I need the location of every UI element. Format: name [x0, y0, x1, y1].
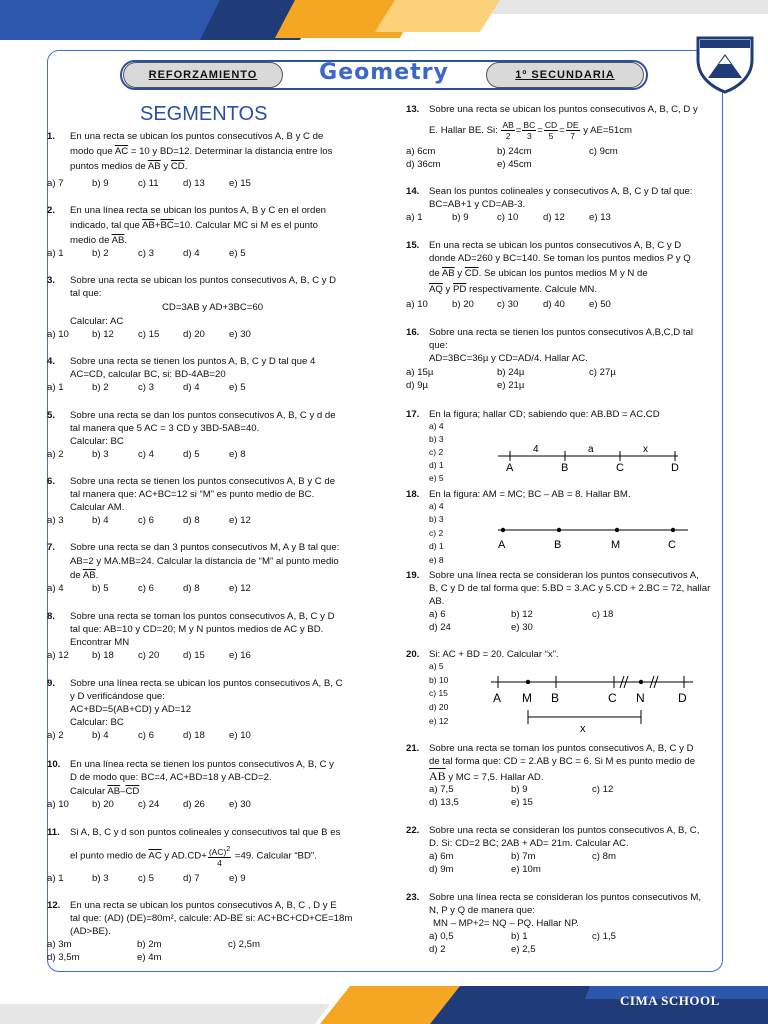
q17-number: 17.	[406, 409, 420, 420]
q13-option-a: a) 6cm	[406, 146, 436, 157]
q4-option-d: d) 4	[183, 382, 200, 393]
q12-text-2: tal que: (AD) (DE)=80m², calcule: AD-BE si: AC+BC+CD+CE=18m	[70, 913, 353, 924]
q7-option-b: b) 5	[92, 583, 109, 594]
q1-option-d: d) 13	[183, 178, 205, 189]
q13-option-e: e) 45cm	[497, 159, 532, 170]
q5-option-a: a) 2	[47, 449, 64, 460]
q19-option-e: e) 30	[511, 622, 533, 633]
q14-option-a: a) 1	[406, 212, 423, 223]
q19-option-c: c) 18	[592, 609, 614, 620]
q13-text: Sobre una recta se ubican los puntos consecutivos A, B, C, D y	[429, 104, 698, 115]
q20-point-n: N	[636, 691, 645, 705]
q2-option-c: c) 3	[138, 248, 154, 259]
top-decoration	[0, 0, 768, 45]
q18-point-b: B	[554, 539, 562, 551]
q7-number: 7.	[47, 542, 56, 553]
q18-point-a: A	[498, 539, 506, 551]
q23-text: Sobre una línea recta se consideran los puntos consecutivos M,	[429, 892, 701, 903]
q11-text: Si A, B, C y d son puntos colineales y consecutivos tal que B es	[70, 827, 341, 838]
q4-text: Sobre una recta se tienen los puntos A, B, C y D tal que 4	[70, 356, 316, 367]
q11-fraction: $\frac{(AC)^2}{4}$	[208, 845, 231, 868]
q13-fraction-1: $\frac{AB}{2}$	[502, 119, 514, 141]
q19-option-a: a) 6	[429, 609, 446, 620]
q12-number: 12.	[47, 900, 61, 911]
q11-option-b: b) 3	[92, 873, 109, 884]
q16-text-3: AD=3BC=36µ y CD=AD/4. Hallar AC.	[429, 353, 588, 364]
q16-option-a: a) 15µ	[406, 367, 434, 378]
q19-text-3: AB.	[429, 596, 445, 607]
q6-text: Sobre una recta se tienen los puntos consecutivos A, B y C de	[70, 476, 336, 487]
q10-option-a: a) 10	[47, 799, 69, 810]
q1-text-2: modo que $\overline{AC} = 10$ y BD=12. Determinar la distancia entre los	[70, 146, 333, 157]
q21-text-2: de tal forma que: CD = 2.AB y BC = 6. Si M es punto medio de	[429, 756, 696, 767]
q17-label-x: x	[643, 444, 648, 455]
q9-number: 9.	[47, 678, 56, 689]
q12-option-b: b) 2m	[137, 939, 162, 950]
q23-number: 23.	[406, 892, 420, 903]
q19-number: 19.	[406, 570, 420, 581]
q17-point-b: B	[561, 462, 569, 474]
q16-option-c: c) 27µ	[589, 367, 616, 378]
q5-text-3: Calcular: BC	[70, 436, 124, 447]
q9-option-e: e) 10	[229, 730, 251, 741]
q9-option-c: c) 6	[138, 730, 154, 741]
q17-option-a: a) 4	[429, 421, 444, 431]
q6-text-3: Calcular AM.	[70, 502, 125, 513]
q23-option-e: e) 2,5	[511, 944, 536, 955]
q17-label-a: a	[588, 444, 594, 455]
q8-option-a: a) 12	[47, 650, 69, 661]
q16-option-b: b) 24µ	[497, 367, 525, 378]
q17-option-b: b) 3	[429, 434, 444, 444]
q18-option-c: c) 2	[429, 528, 444, 538]
q9-option-b: b) 4	[92, 730, 109, 741]
q3-text-4: Calcular: AC	[70, 316, 124, 327]
q20-option-b: b) 10	[429, 675, 449, 685]
q17-point-a: A	[506, 462, 514, 474]
q14-text-2: BC=AB+1 y CD=AB-3.	[429, 199, 526, 210]
q9-option-d: d) 18	[183, 730, 205, 741]
q10-option-b: b) 20	[92, 799, 114, 810]
q8-option-b: b) 18	[92, 650, 114, 661]
q2-option-a: a) 1	[47, 248, 64, 259]
q1-number: 1.	[47, 131, 56, 142]
q8-number: 8.	[47, 611, 56, 622]
q15-number: 15.	[406, 240, 420, 251]
q1-option-a: a) 7	[47, 178, 64, 189]
q7-text-3: de $\overline{AB}$.	[70, 570, 99, 581]
q2-option-b: b) 2	[92, 248, 109, 259]
q1-option-e: e) 15	[229, 178, 251, 189]
q4-option-a: a) 1	[47, 382, 64, 393]
q9-option-a: a) 2	[47, 730, 64, 741]
q2-text-2: indicado, tal que $\overline{AB}+\overline{BC}=10$. Calcular MC si M es el punto	[70, 220, 318, 231]
q15-option-b: b) 20	[452, 299, 474, 310]
q22-number: 22.	[406, 825, 420, 836]
school-logo-icon	[694, 34, 756, 94]
q7-text-2: AB=2 y MA.MB=24. Calcular la distancia de “M” al punto medio	[70, 556, 339, 567]
q3-number: 3.	[47, 275, 56, 286]
section-title: SEGMENTOS	[140, 103, 268, 125]
q20-point-b: B	[551, 691, 560, 705]
q2-option-d: d) 4	[183, 248, 200, 259]
q19-text-2: B, C y D de tal forma que: 5.BD = 3.AC y 5.CD + 2.BC = 72, hallar	[429, 583, 711, 594]
q9-text-4: Calcular: BC	[70, 717, 124, 728]
q20-segment-figure	[488, 670, 698, 736]
q23-option-d: d) 2	[429, 944, 446, 955]
subject-title: Geometry	[319, 60, 449, 85]
q2-text-3: medio de $\overline{AB}$.	[70, 235, 128, 246]
q17-option-d: d) 1	[429, 460, 444, 470]
q5-option-d: d) 5	[183, 449, 200, 460]
q20-dot-m	[526, 680, 530, 684]
q3-option-b: b) 12	[92, 329, 114, 340]
q21-number: 21.	[406, 743, 420, 754]
q18-option-b: b) 3	[429, 514, 444, 524]
q6-option-b: b) 4	[92, 515, 109, 526]
q8-text: Sobre una recta se toman los puntos consecutivos A, B, C y D	[70, 611, 335, 622]
q21-option-b: b) 9	[511, 784, 528, 795]
q20-point-c: C	[608, 691, 617, 705]
q3-option-c: c) 15	[138, 329, 160, 340]
q22-option-e: e) 10m	[511, 864, 541, 875]
q12-option-c: c) 2,5m	[228, 939, 260, 950]
q14-option-b: b) 9	[452, 212, 469, 223]
q6-option-a: a) 3	[47, 515, 64, 526]
q3-option-d: d) 20	[183, 329, 205, 340]
q1-text-3: puntos medios de $\overline{AB}$ y $\overline{CD}$.	[70, 161, 188, 172]
q14-number: 14.	[406, 186, 420, 197]
q18-dot-a	[501, 528, 505, 532]
q7-option-d: d) 8	[183, 583, 200, 594]
q16-text-2: que:	[429, 340, 448, 351]
q16-text: Sobre una recta se tienen los puntos consecutivos A,B,C,D tal	[429, 327, 693, 338]
q10-option-e: e) 30	[229, 799, 251, 810]
q17-point-c: C	[616, 462, 624, 474]
header-right-label: 1º SECUNDARIA	[486, 62, 644, 88]
q17-label-4: 4	[533, 444, 539, 455]
q21-text: Sobre una recta se toman los puntos consecutivos A, B, C y D	[429, 743, 694, 754]
footer-brand: CIMA SCHOOL	[620, 993, 720, 1008]
q10-text-2: D de modo que: BC=4, AC+BD=18 y AB-CD=2.	[70, 772, 272, 783]
q20-option-c: c) 15	[429, 688, 448, 698]
q3-option-a: a) 10	[47, 329, 69, 340]
q13-option-b: b) 24cm	[497, 146, 532, 157]
q15-text-3: de $\overline{AB}$ y $\overline{CD}$. Se ubican los puntos medios M y N de	[429, 268, 648, 279]
q3-text: Sobre una recta se ubican los puntos consecutivos A, B, C y D	[70, 275, 337, 286]
q18-option-d: d) 1	[429, 541, 444, 551]
q5-text-2: tal manera que 5 AC = 3 CD y 3BD-5AB=40.	[70, 423, 260, 434]
q4-option-c: c) 3	[138, 382, 154, 393]
q11-option-d: d) 7	[183, 873, 200, 884]
q12-option-d: d) 3,5m	[47, 952, 80, 963]
q9-text-3: AC+BD=5(AB+CD) y AD=12	[70, 704, 192, 715]
q5-option-e: e) 8	[229, 449, 246, 460]
q19-option-b: b) 12	[511, 609, 533, 620]
q16-option-e: e) 21µ	[497, 380, 525, 391]
q20-option-a: a) 5	[429, 661, 444, 671]
q20-dot-n	[639, 680, 643, 684]
q18-number: 18.	[406, 489, 420, 500]
q13-fraction-2: $\frac{BC}{3}$	[523, 119, 536, 141]
q13-fraction-4: $\frac{DE}{7}$	[566, 119, 579, 141]
q21-option-c: c) 12	[592, 784, 614, 795]
q18-dot-c	[671, 528, 675, 532]
q14-option-e: e) 13	[589, 212, 611, 223]
q15-text: En una recta se ubican los puntos consecutivos A, B, C y D	[429, 240, 682, 251]
q11-number: 11.	[47, 827, 60, 838]
q6-option-d: d) 8	[183, 515, 200, 526]
q2-text: En una línea recta se ubican los puntos A, B y C en el orden	[70, 205, 326, 216]
q22-option-c: c) 8m	[592, 851, 616, 862]
q20-point-d: D	[678, 691, 687, 705]
q15-text-2: donde AD=260 y BC=140. Se toman los puntos medios P y Q	[429, 253, 691, 264]
q9-text-2: y D verificándose que:	[70, 691, 165, 702]
q23-option-c: c) 1,5	[592, 931, 616, 942]
q12-text: En una recta se ubican los puntos consecutivos A, B, C , D y E	[70, 900, 337, 911]
q10-number: 10.	[47, 759, 61, 770]
q20-number: 20.	[406, 649, 420, 660]
q9-text: Sobre una línea recta se ubican los puntos consecutivos A, B, C	[70, 678, 343, 689]
q18-option-a: a) 4	[429, 501, 444, 511]
q8-option-e: e) 16	[229, 650, 251, 661]
q4-option-b: b) 2	[92, 382, 109, 393]
q17-text: En la figura; hallar CD; sabiendo que: AB.BD = AC.CD	[429, 409, 660, 420]
q23-option-b: b) 1	[511, 931, 528, 942]
q21-option-a: a) 7,5	[429, 784, 454, 795]
q16-option-d: d) 9µ	[406, 380, 429, 391]
q7-option-e: e) 12	[229, 583, 251, 594]
q20-point-a: A	[493, 691, 502, 705]
q18-text: En la figura: AM = MC; BC – AB = 8. Hallar BM.	[429, 489, 631, 500]
q3-option-e: e) 30	[229, 329, 251, 340]
q6-option-e: e) 12	[229, 515, 251, 526]
q5-option-b: b) 3	[92, 449, 109, 460]
q18-point-m: M	[611, 539, 621, 551]
q4-text-2: AC=CD, calcular BC, si: BD-4AB=20	[70, 369, 226, 380]
q8-option-c: c) 20	[138, 650, 160, 661]
q4-number: 4.	[47, 356, 56, 367]
q5-option-c: c) 4	[138, 449, 154, 460]
q12-option-e: e) 4m	[137, 952, 162, 963]
q22-option-b: b) 7m	[511, 851, 536, 862]
q13-option-c: c) 9cm	[589, 146, 618, 157]
q10-option-c: c) 24	[138, 799, 160, 810]
q20-option-e: e) 12	[429, 716, 449, 726]
q18-point-c: C	[668, 539, 676, 551]
q19-text: Sobre una línea recta se consideran los puntos consecutivos A,	[429, 570, 699, 581]
q2-option-e: e) 5	[229, 248, 246, 259]
q1-text: En una recta se ubican los puntos consecutivos A, B y C de	[70, 131, 324, 142]
q18-dot-b	[557, 528, 561, 532]
q17-option-e: e) 5	[429, 473, 444, 483]
q13-fraction-3: $\frac{CD}{5}$	[544, 119, 558, 141]
q13-option-d: d) 36cm	[406, 159, 441, 170]
q13-number: 13.	[406, 104, 420, 115]
q3-text-2: tal que:	[70, 288, 102, 299]
q6-text-2: tal manera que: AC+BC=12 si “M” es punto medio de BC.	[70, 489, 315, 500]
q22-option-d: d) 9m	[429, 864, 454, 875]
q5-number: 5.	[47, 410, 56, 421]
q22-text: Sobre una recta se consideran los puntos consecutivos A, B, C,	[429, 825, 700, 836]
q7-option-c: c) 6	[138, 583, 154, 594]
q15-option-c: c) 30	[497, 299, 519, 310]
q6-option-c: c) 6	[138, 515, 154, 526]
q12-text-3: (AD>BE).	[70, 926, 111, 937]
q21-option-d: d) 13,5	[429, 797, 459, 808]
q17-segment-figure	[495, 440, 685, 474]
q1-option-c: c) 11	[138, 178, 159, 189]
q11-option-e: e) 9	[229, 873, 246, 884]
q8-option-d: d) 15	[183, 650, 205, 661]
q18-dot-m	[615, 528, 619, 532]
q7-option-a: a) 4	[47, 583, 64, 594]
q10-text-3: Calcular $\overline{AB}-\overline{CD}$	[70, 786, 140, 797]
q2-number: 2.	[47, 205, 56, 216]
q21-text-3: $\overline{AB}$ y MC = 7,5. Hallar AD.	[429, 769, 544, 783]
q6-number: 6.	[47, 476, 56, 487]
q18-option-e: e) 8	[429, 555, 444, 565]
q14-option-d: d) 12	[543, 212, 565, 223]
q23-text-2: N, P y Q de manera que:	[429, 905, 535, 916]
q15-option-a: a) 10	[406, 299, 428, 310]
q20-text: Si: AC + BD = 20. Calcular “x”.	[429, 649, 559, 660]
q20-label-x: x	[580, 723, 586, 735]
q20-point-m: M	[522, 691, 532, 705]
q7-text: Sobre una recta se dan 3 puntos consecutivos M, A y B tal que:	[70, 542, 340, 553]
q23-option-a: a) 0,5	[429, 931, 454, 942]
q11-text-2: el punto medio de $\overline{AC}$ y AD.CD+ $\frac{(AC)^2}{4}$ =49. Calcular “BD”.	[70, 845, 317, 868]
q15-option-e: e) 50	[589, 299, 611, 310]
q11-option-c: c) 5	[138, 873, 154, 884]
q16-number: 16.	[406, 327, 420, 338]
q8-text-2: tal que: AB=10 y CD=20; M y N puntos medios de AC y BD.	[70, 624, 324, 635]
q11-option-a: a) 1	[47, 873, 64, 884]
q23-text-3: MN – MP+2= NQ – PQ. Hallar NP.	[433, 918, 579, 929]
q17-point-d: D	[671, 462, 679, 474]
q5-text: Sobre una recta se dan los puntos consecutivos A, B, C y d de	[70, 410, 336, 421]
q17-option-c: c) 2	[429, 447, 444, 457]
q10-option-d: d) 26	[183, 799, 205, 810]
q3-text-3: CD=3AB y AD+3BC=60	[162, 302, 264, 313]
q21-option-e: e) 15	[511, 797, 533, 808]
q19-option-d: d) 24	[429, 622, 451, 633]
q15-text-4: $\overline{AQ}$ y $\overline{PD}$ respectivamente. Calcule MN.	[429, 284, 597, 295]
q15-option-d: d) 40	[543, 299, 565, 310]
q14-text: Sean los puntos colineales y consecutivos A, B, C y D tal que:	[429, 186, 693, 197]
header-left-label: REFORZAMIENTO	[123, 62, 283, 88]
q18-segment-figure	[495, 522, 695, 552]
q10-text: En una línea recta se tienen los puntos consecutivos A, B, C y	[70, 759, 334, 770]
q13-text-2: E. Hallar BE. Si: $\frac{AB}{2}$ = $\frac{BC}{3}$ = $\frac{CD}{5}$ = $\frac{DE}{7}$ y AE=51cm	[429, 119, 632, 141]
q4-option-e: e) 5	[229, 382, 246, 393]
q12-option-a: a) 3m	[47, 939, 72, 950]
q22-text-2: D. Si: CD=2 BC; 2AB + AD= 21m. Calcular AC.	[429, 838, 629, 849]
q14-option-c: c) 10	[497, 212, 519, 223]
q20-option-d: d) 20	[429, 702, 449, 712]
q8-text-3: Encontrar MN	[70, 637, 130, 648]
q1-option-b: b) 9	[92, 178, 109, 189]
q22-option-a: a) 6m	[429, 851, 454, 862]
